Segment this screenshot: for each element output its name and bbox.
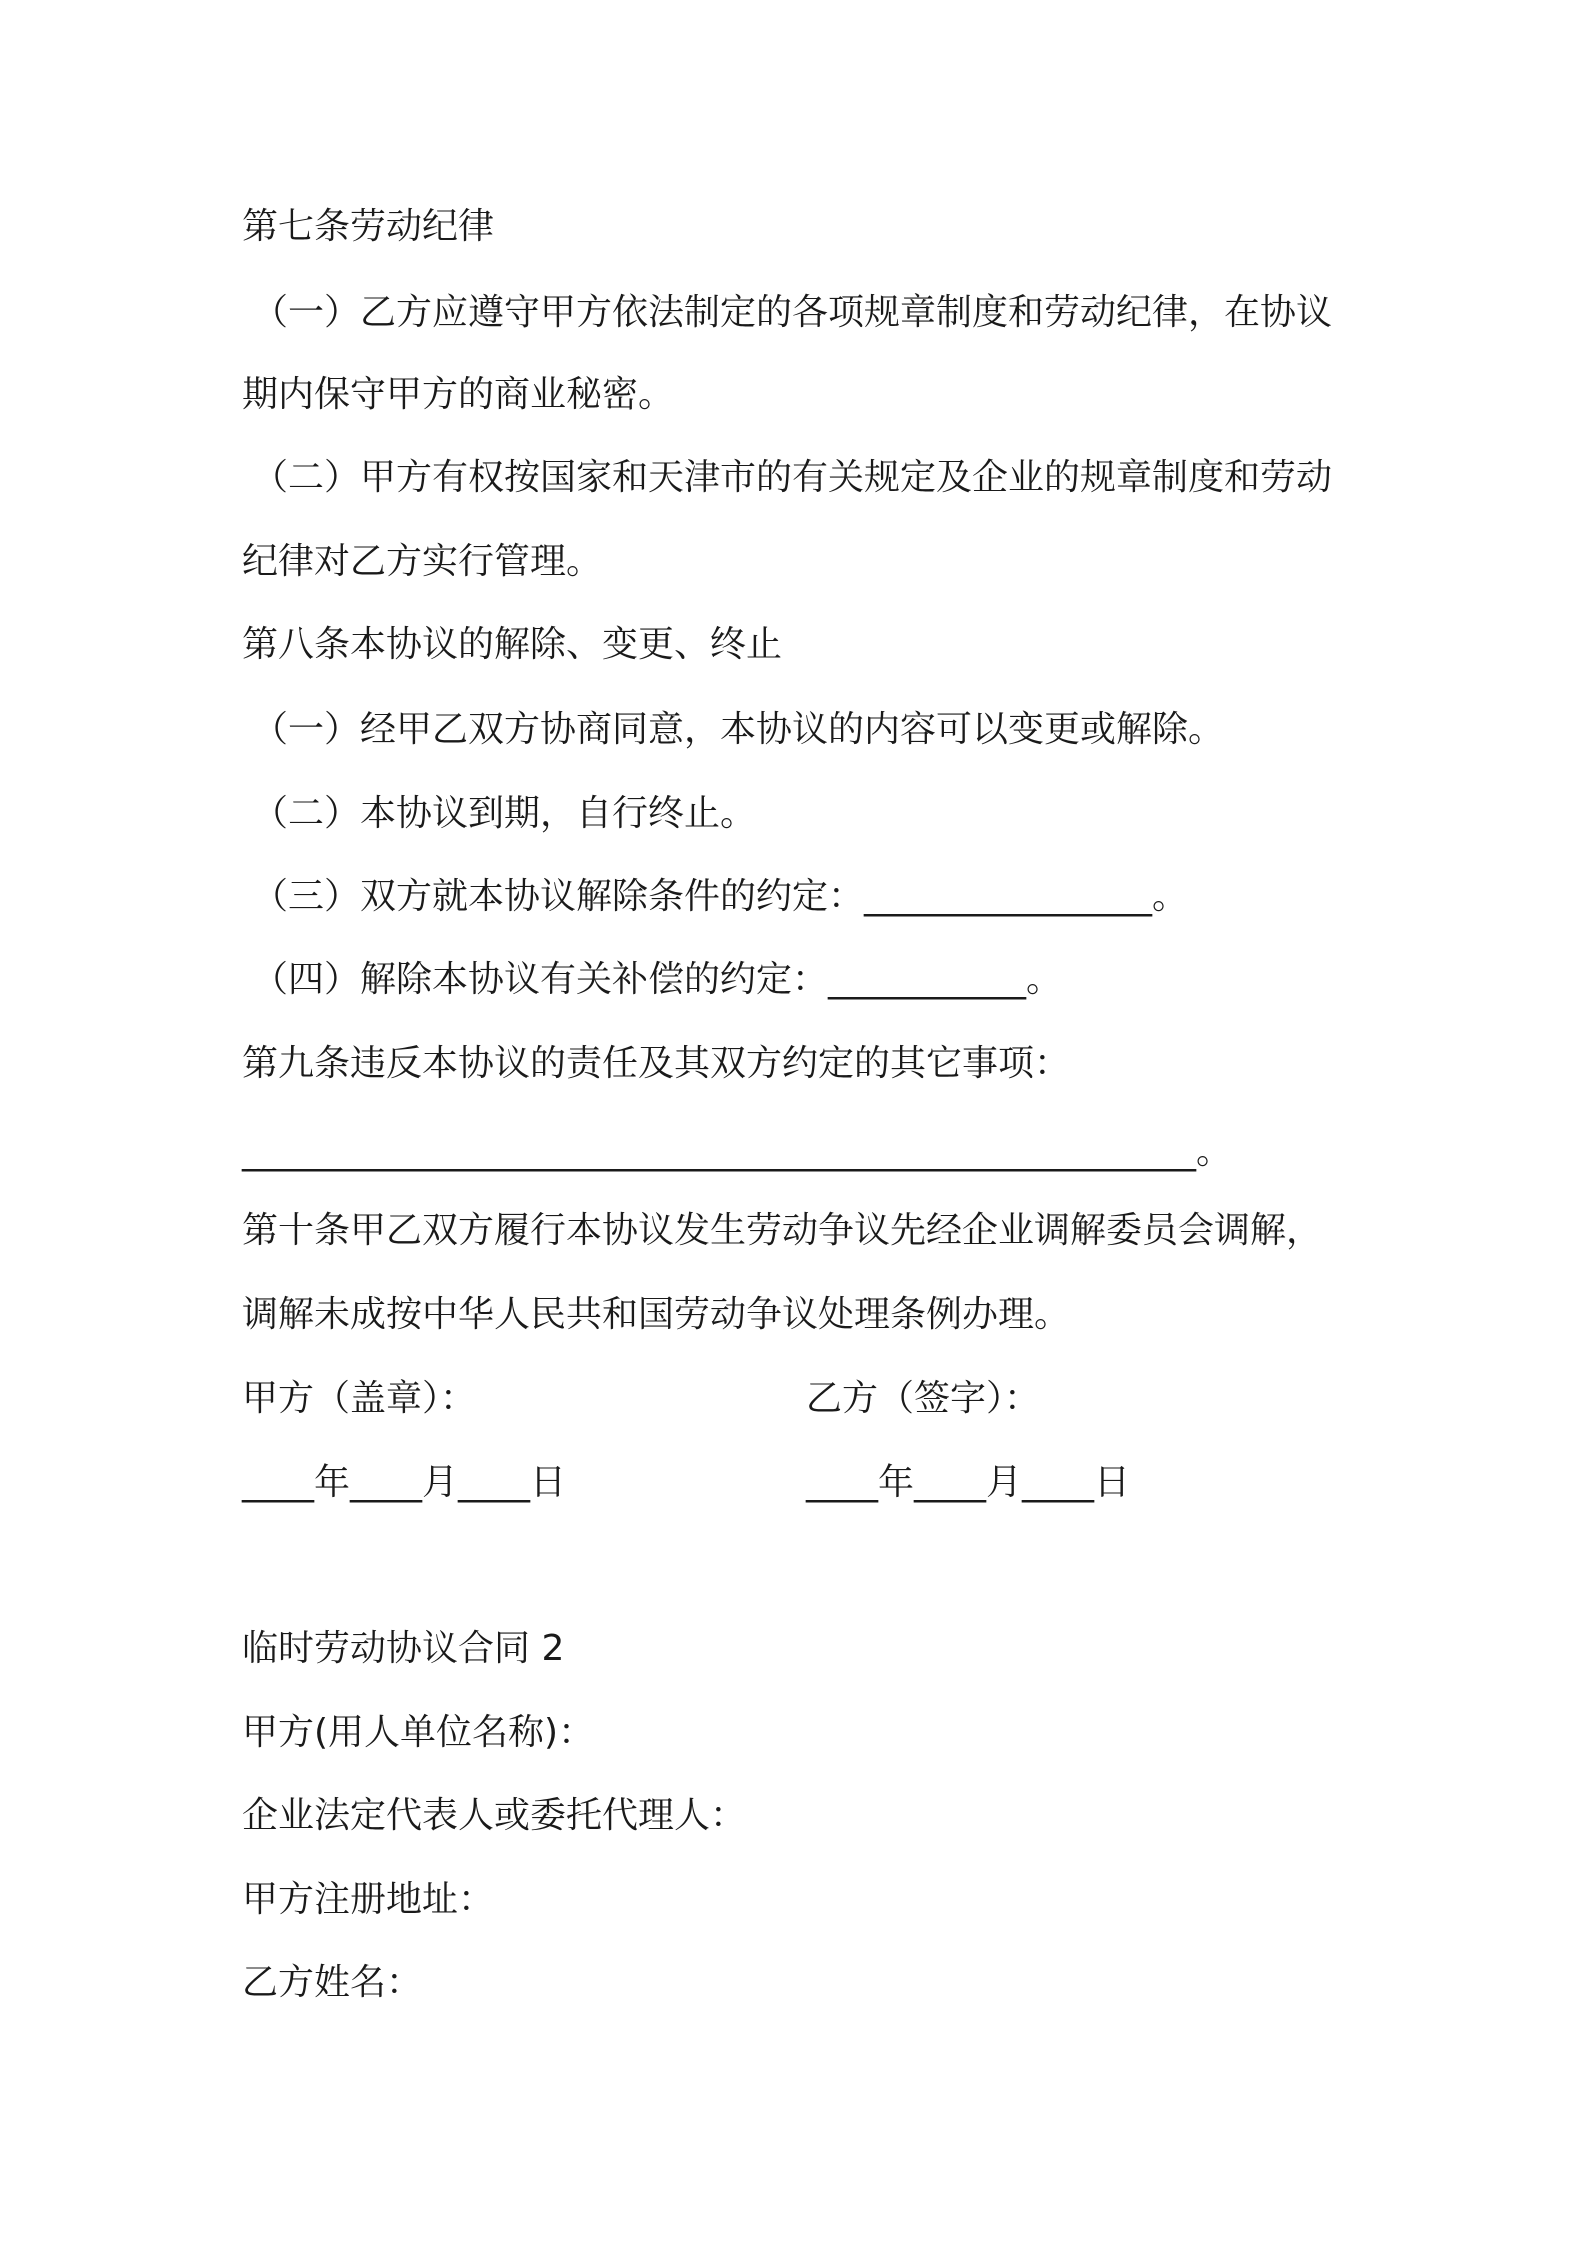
article7-item2-line1: （二）甲方有权按国家和天津市的有关规定及企业的规章制度和劳动 bbox=[252, 457, 1333, 498]
article7-heading: 第七条劳动纪律 bbox=[242, 206, 495, 247]
article10-line1: 第十条甲乙双方履行本协议发生劳动争议先经企业调解委员会调解， bbox=[242, 1210, 1323, 1251]
article8-item4: （四）解除本协议有关补偿的约定：___________。 bbox=[252, 959, 1063, 1000]
party-b-date: ____年____月____日 bbox=[806, 1462, 1131, 1503]
article8-item2: （二）本协议到期，自行终止。 bbox=[252, 793, 757, 834]
article7-item1-line2: 期内保守甲方的商业秘密。 bbox=[242, 374, 675, 415]
party-b-name-field: 乙方姓名： bbox=[242, 1962, 423, 2003]
party-a-seal-label: 甲方（盖章）： bbox=[242, 1378, 477, 1419]
article10-line2: 调解未成按中华人民共和国劳动争议处理条例办理。 bbox=[242, 1294, 1071, 1335]
article8-item3: （三）双方就本协议解除条件的约定：________________。 bbox=[252, 876, 1189, 917]
employer-name-field: 甲方(用人单位名称)： bbox=[242, 1712, 595, 1753]
contract2-title: 临时劳动协议合同 2 bbox=[242, 1628, 565, 1669]
party-b-signature-label: 乙方（签字）： bbox=[806, 1378, 1041, 1419]
article9-heading: 第九条违反本协议的责任及其双方约定的其它事项： bbox=[242, 1043, 1071, 1084]
party-a-date: ____年____月____日 bbox=[242, 1462, 567, 1503]
article8-item1: （一）经甲乙双方协商同意，本协议的内容可以变更或解除。 bbox=[252, 709, 1225, 750]
article8-heading: 第八条本协议的解除、变更、终止 bbox=[242, 624, 783, 665]
article9-blank-line: _____________________________________________________。 bbox=[242, 1131, 1232, 1172]
article7-item1-line1: （一）乙方应遵守甲方依法制定的各项规章制度和劳动纪律，在协议 bbox=[252, 292, 1333, 333]
registered-address-field: 甲方注册地址： bbox=[242, 1879, 495, 1920]
article7-item2-line2: 纪律对乙方实行管理。 bbox=[242, 541, 603, 582]
legal-representative-field: 企业法定代表人或委托代理人： bbox=[242, 1795, 747, 1836]
